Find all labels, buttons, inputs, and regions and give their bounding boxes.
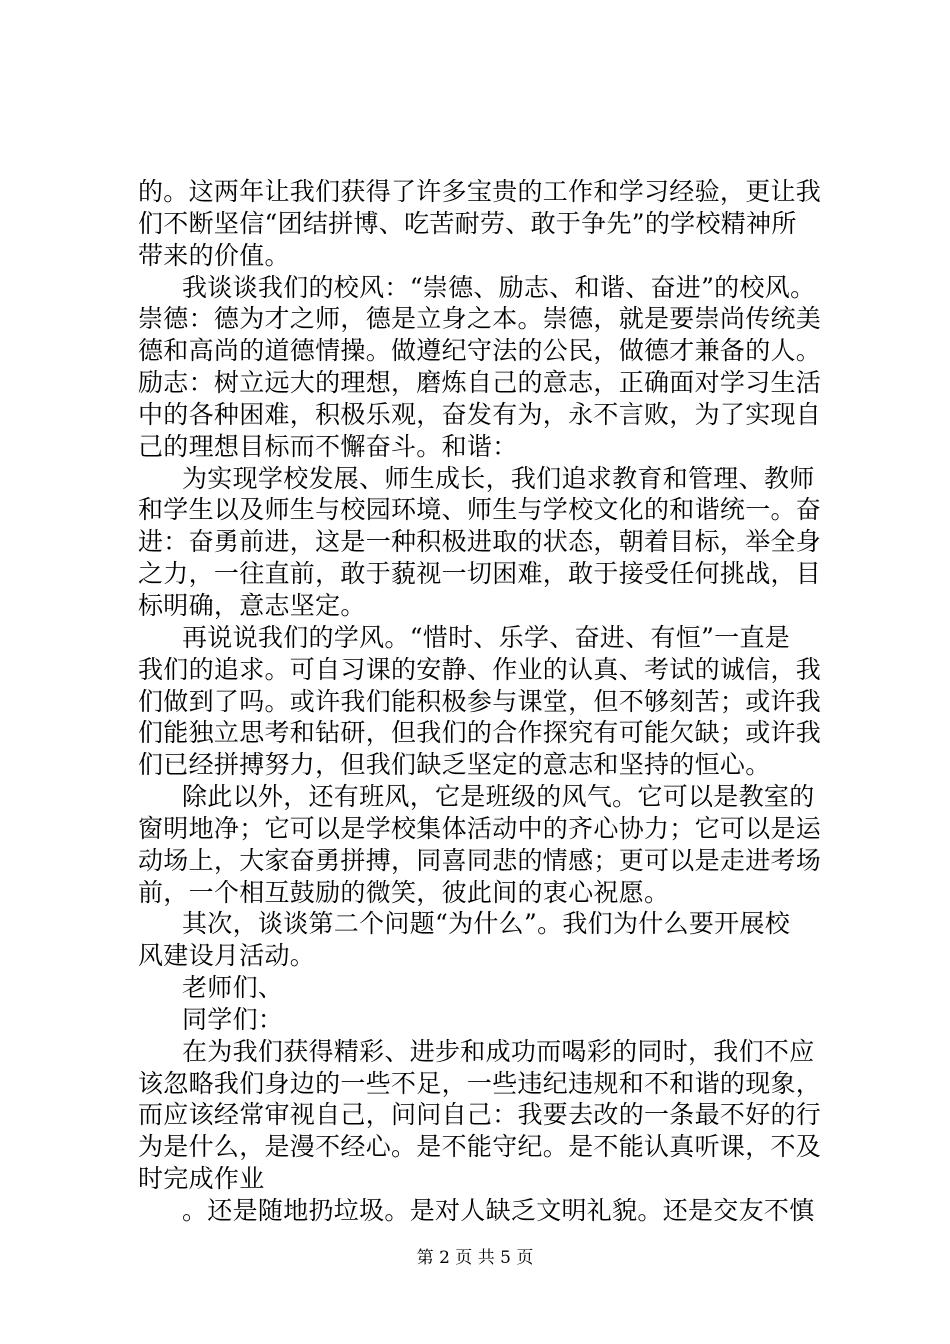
text-line: 窗明地净；它可以是学校集体活动中的齐心协力；它可以是运: [138, 813, 822, 843]
text-line: 风建设月活动。: [138, 941, 316, 971]
text-line: 进：奋勇前进，这是一种积极进取的状态，朝着目标，举全身: [138, 527, 822, 557]
text-line: 老师们、: [182, 973, 284, 1003]
text-line: 动场上，大家奋勇拼搏，同喜同悲的情感；更可以是走进考场: [138, 845, 822, 875]
text-line: 们能独立思考和钻研，但我们的合作探究有可能欠缺；或许我: [138, 718, 822, 748]
text-line: 时完成作业: [138, 1164, 265, 1194]
text-line: 们做到了吗。或许我们能积极参与课堂，但不够刻苦；或许我: [138, 686, 822, 716]
text-line: 们已经拼搏努力，但我们缺乏坚定的意志和坚持的恒心。: [138, 750, 771, 780]
text-line: 除此以外，还有班风，它是班级的风气。它可以是教室的: [182, 782, 815, 812]
text-line: 同学们：: [182, 1004, 284, 1034]
page-footer: 第 2 页 共 5 页: [416, 1248, 534, 1268]
body-text: [138, 176, 838, 1227]
text-line: 再说说我们的学风。“惜时、乐学、奋进、有恒”一直是: [182, 622, 791, 652]
text-line: 为实现学校发展、师生成长，我们追求教育和管理、教师: [182, 463, 815, 493]
text-line: 。还是随地扔垃圾。是对人缺乏文明礼貌。还是交友不慎: [182, 1196, 815, 1225]
text-line: 们不断坚信“团结拼博、吃苦耐劳、敢于争先”的学校精神所: [138, 208, 797, 238]
text-line: 我谈谈我们的校风：“崇德、励志、和谐、奋进”的校风。: [182, 272, 816, 302]
text-line: 己的理想目标而不懈奋斗。和谐：: [138, 431, 518, 461]
text-line: 之力，一往直前，敢于藐视一切困难，敢于接受任何挑战，目: [138, 559, 822, 589]
text-line: 德和高尚的道德情操。做遵纪守法的公民，做德才兼备的人。: [138, 336, 822, 366]
text-line: 中的各种困难，积极乐观，奋发有为，永不言败，为了实现自: [138, 399, 822, 429]
text-line: 的。这两年让我们获得了许多宝贵的工作和学习经验，更让我: [138, 177, 822, 206]
text-line: 该忽略我们身边的一些不足，一些违纪违规和不和谐的现象，: [138, 1068, 822, 1098]
text-line: 前，一个相互鼓励的微笑，彼此间的衷心祝愿。: [138, 877, 670, 907]
text-line: 带来的价值。: [138, 240, 290, 270]
text-line: 在为我们获得精彩、进步和成功而喝彩的同时，我们不应: [182, 1036, 815, 1066]
text-line: 励志：树立远大的理想，磨炼自己的意志，正确面对学习生活: [138, 368, 822, 398]
text-line: 标明确，意志坚定。: [138, 590, 366, 620]
text-line: 和学生以及师生与校园环境、师生与学校文化的和谐统一。奋: [138, 495, 822, 525]
text-line: 崇德：德为才之师，德是立身之本。崇德，就是要崇尚传统美: [138, 304, 822, 334]
text-line: 我们的追求。可自习课的安静、作业的认真、考试的诚信，我: [138, 654, 822, 684]
text-line: 为是什么，是漫不经心。是不能守纪。是不能认真听课，不及: [138, 1132, 822, 1162]
text-line: 而应该经常审视自己，问问自己：我要去改的一条最不好的行: [138, 1100, 822, 1130]
text-line: 其次，谈谈第二个问题“为什么”。我们为什么要开展校: [182, 909, 791, 939]
